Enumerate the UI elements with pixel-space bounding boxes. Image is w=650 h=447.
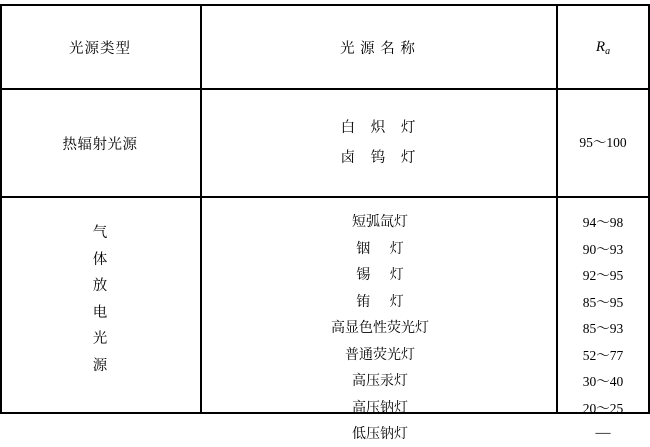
lamp-name: 高压钠灯 — [352, 400, 408, 416]
column-header-ra — [556, 38, 650, 56]
group-gas-discharge-label-char: 光 — [92, 331, 108, 347]
lamp-ra: 92～95 — [582, 268, 624, 284]
table-row — [200, 288, 650, 315]
table-row — [200, 314, 650, 341]
lamp-name: 铕 灯 — [356, 294, 412, 310]
lamp-name: 短弧氙灯 — [352, 215, 408, 231]
group-gas-discharge-label-char: 气 — [92, 225, 108, 241]
table-row — [200, 367, 650, 394]
gas-discharge-rows — [200, 198, 650, 447]
lamp-name: 高显色性荧光灯 — [331, 321, 429, 337]
column-header-source-name-label: 光 源 名 称 — [340, 40, 416, 57]
table-row — [200, 235, 650, 262]
group-thermal-radiation-label: 热辐射光源 — [62, 136, 138, 153]
group-gas-discharge-label-char: 放 — [92, 278, 108, 294]
lamp-ra: 52～77 — [582, 347, 624, 363]
table-row: 卤 钨 灯 — [340, 150, 422, 166]
lamp-name: 普通荧光灯 — [345, 347, 415, 363]
table-header-row — [0, 6, 650, 88]
lamp-ra: 85～93 — [582, 321, 624, 337]
group-thermal-radiation — [0, 90, 650, 196]
group-gas-discharge-label-char: 电 — [92, 304, 108, 321]
lamp-name: 高压汞灯 — [352, 374, 408, 390]
lamp-ra: 20～25 — [582, 400, 624, 416]
table-row — [200, 261, 650, 288]
lamp-ra: — — [595, 424, 611, 441]
column-header-ra-label: $R_a$ — [595, 39, 611, 57]
table-row — [200, 394, 650, 421]
column-header-source-name — [200, 37, 556, 58]
table-row — [200, 341, 650, 368]
table-row — [200, 420, 650, 447]
group-gas-discharge-label-char: 源 — [92, 357, 108, 374]
column-header-source-type-label: 光源类型 — [69, 40, 131, 57]
lamp-ra: 90～93 — [582, 241, 624, 257]
table-row — [200, 208, 650, 235]
group-thermal-radiation-names — [200, 113, 556, 173]
group-gas-discharge — [0, 198, 650, 443]
lamp-name: 锡 灯 — [356, 268, 412, 284]
table-row: 白 炽 灯 — [340, 120, 422, 136]
group-gas-discharge-label — [0, 198, 200, 379]
lamp-ra: 85～95 — [582, 294, 624, 310]
lamp-name: 铟 灯 — [356, 241, 412, 257]
lamp-name: 低压钠灯 — [352, 427, 408, 443]
lamp-ra: 30～40 — [582, 374, 624, 390]
group-thermal-radiation-ra: 95～100 — [579, 135, 627, 150]
lamp-ra: 94～98 — [582, 215, 624, 231]
column-header-source-type — [0, 37, 200, 58]
group-gas-discharge-label-char: 体 — [92, 251, 108, 268]
